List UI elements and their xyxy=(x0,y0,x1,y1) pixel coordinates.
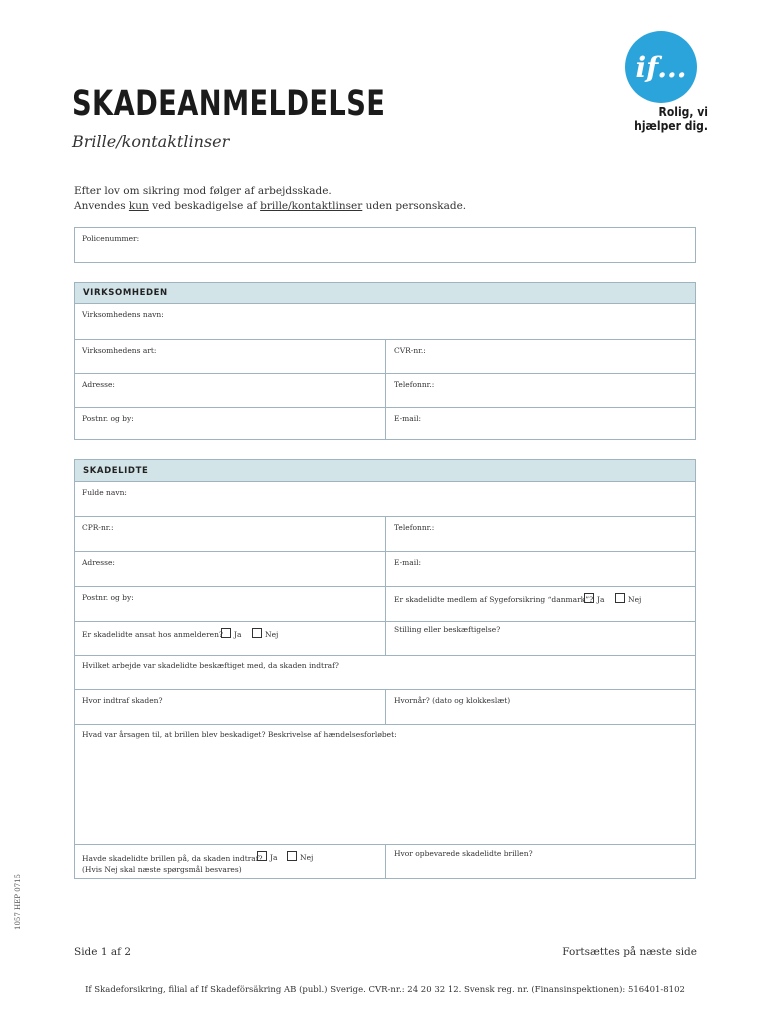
skadelidte-postnr-field[interactable] xyxy=(75,587,385,621)
skadelidte-telefon-field[interactable] xyxy=(385,517,696,551)
intro-line-1: Efter lov om sikring mod følger af arbejdsskade. xyxy=(74,185,332,197)
skadelidte-email-label: E-mail: xyxy=(394,558,422,567)
sygeforsikring-ja-option[interactable] xyxy=(584,593,604,604)
skadelidte-row-postnr xyxy=(75,586,695,621)
virksomheden-row-postnr xyxy=(75,407,695,439)
ansat-ja-option[interactable] xyxy=(221,628,241,639)
intro-text-part: Anvendes xyxy=(74,200,129,212)
virksomhed-adresse-field[interactable] xyxy=(75,374,385,407)
checkbox-icon[interactable] xyxy=(615,593,625,603)
virksomheden-section xyxy=(74,282,696,440)
sygeforsikring-question xyxy=(385,587,696,621)
checkbox-icon[interactable] xyxy=(252,628,262,638)
virksomheden-row-art xyxy=(75,339,695,373)
virksomheden-row-adresse xyxy=(75,373,695,407)
ansat-label: Er skadelidte ansat hos anmelderen? xyxy=(82,630,223,639)
virksomhed-postnr-label: Postnr. og by: xyxy=(82,414,134,423)
nej-label: Nej xyxy=(265,630,279,639)
virksomhedens-navn-field[interactable] xyxy=(75,304,695,339)
skadelidte-adresse-field[interactable] xyxy=(75,552,385,586)
logo-text: if... xyxy=(635,50,687,84)
tagline: Rolig, vi hjælper dig. xyxy=(634,105,708,133)
intro-line-2 xyxy=(74,199,466,214)
virksomhed-postnr-field[interactable] xyxy=(75,408,385,439)
form-subtitle: Brille/kontaktlinser xyxy=(72,132,230,151)
ansat-nej-option[interactable] xyxy=(252,628,278,639)
skadelidte-row-adresse xyxy=(75,551,695,586)
intro-text xyxy=(74,184,466,214)
sygeforsikring-nej-option[interactable] xyxy=(615,593,641,604)
page-number: Side 1 af 2 xyxy=(74,946,132,958)
cvr-field[interactable] xyxy=(385,340,696,373)
hvor-field[interactable] xyxy=(75,690,385,724)
legal-text: If Skadeforsikring, filial af If Skadeförsäkring AB (publ.) Sverige. CVR-nr.: 24 20 32 12. Svensk reg. nr. (Finansinspektionen): 516401-8102 xyxy=(85,985,685,995)
nej-label: Nej xyxy=(628,595,642,604)
virksomhed-email-field[interactable] xyxy=(385,408,696,439)
ja-label: Ja xyxy=(234,630,242,639)
intro-text-part: ved beskadigelse af xyxy=(148,200,261,212)
skadelidte-row-havde xyxy=(75,844,695,878)
opbevarede-label: Hvor opbevarede skadelidte brillen? xyxy=(394,849,533,858)
intro-text-part: uden personskade. xyxy=(362,200,467,212)
virksomhed-telefon-label: Telefonnr.: xyxy=(394,380,435,389)
havde-line-1: Havde skadelidte brillen på, da skaden indtraf? xyxy=(82,854,263,863)
opbevarede-field[interactable] xyxy=(385,845,696,878)
ja-label: Ja xyxy=(270,853,278,862)
intro-kun: kun xyxy=(128,200,149,212)
ja-label: Ja xyxy=(597,595,605,604)
continue-text: Fortsættes på næste side xyxy=(562,946,697,958)
skadelidte-row-ansat xyxy=(75,621,695,655)
sygeforsikring-label: Er skadelidte medlem af Sygeforsikring “danmark”? xyxy=(394,595,594,604)
virksomheden-heading: VIRKSOMHEDEN xyxy=(75,283,695,304)
cvr-label: CVR-nr.: xyxy=(394,346,426,355)
cpr-label: CPR-nr.: xyxy=(82,523,114,532)
ansat-question xyxy=(75,622,385,655)
havde-line-2: (Hvis Nej skal næste spørgsmål besvares) xyxy=(82,865,242,874)
skadelidte-telefon-label: Telefonnr.: xyxy=(394,523,435,532)
skadelidte-email-field[interactable] xyxy=(385,552,696,586)
skadelidte-adresse-label: Adresse: xyxy=(82,558,115,567)
arbejde-field[interactable] xyxy=(75,655,695,689)
fulde-navn-label: Fulde navn: xyxy=(82,488,127,497)
arbejde-label: Hvilket arbejde var skadelidte beskæftiget med, da skaden indtraf? xyxy=(82,661,339,670)
hvor-label: Hvor indtraf skaden? xyxy=(82,696,163,705)
stilling-field[interactable] xyxy=(385,622,696,655)
intro-brille: brille/kontaktlinser xyxy=(260,200,363,212)
virksomhedens-art-label: Virksomhedens art: xyxy=(82,346,157,355)
virksomhedens-navn-label: Virksomhedens navn: xyxy=(82,310,164,319)
virksomhedens-art-field[interactable] xyxy=(75,340,385,373)
checkbox-icon[interactable] xyxy=(221,628,231,638)
form-code: 1057 HEP 0715 xyxy=(14,873,22,930)
stilling-label: Stilling eller beskæftigelse? xyxy=(394,625,501,634)
form-title: SKADEANMELDELSE xyxy=(72,84,386,124)
nej-label: Nej xyxy=(300,853,314,862)
checkbox-icon[interactable] xyxy=(287,851,297,861)
if-logo xyxy=(625,31,697,103)
checkbox-icon[interactable] xyxy=(257,851,267,861)
policenummer-field[interactable] xyxy=(74,227,696,263)
skadelidte-row-cpr xyxy=(75,516,695,551)
aarsag-field[interactable] xyxy=(75,724,695,844)
hvornaar-field[interactable] xyxy=(385,690,696,724)
fulde-navn-field[interactable] xyxy=(75,482,695,516)
skadelidte-postnr-label: Postnr. og by: xyxy=(82,593,134,602)
cpr-field[interactable] xyxy=(75,517,385,551)
virksomhed-telefon-field[interactable] xyxy=(385,374,696,407)
skadelidte-section xyxy=(74,459,696,879)
havde-label xyxy=(82,853,263,875)
virksomhed-adresse-label: Adresse: xyxy=(82,380,115,389)
skadelidte-heading: SKADELIDTE xyxy=(75,460,695,482)
checkbox-icon[interactable] xyxy=(584,593,594,603)
policenummer-label: Policenummer: xyxy=(82,234,140,243)
aarsag-label: Hvad var årsagen til, at brillen blev beskadiget? Beskrivelse af hændelsesforløbet: xyxy=(82,730,397,739)
skadelidte-row-hvor xyxy=(75,689,695,724)
virksomhed-email-label: E-mail: xyxy=(394,414,422,423)
havde-ja-option[interactable] xyxy=(257,851,277,862)
havde-nej-option[interactable] xyxy=(287,851,313,862)
hvornaar-label: Hvornår? (dato og klokkeslæt) xyxy=(394,696,511,705)
havde-question xyxy=(75,845,385,878)
